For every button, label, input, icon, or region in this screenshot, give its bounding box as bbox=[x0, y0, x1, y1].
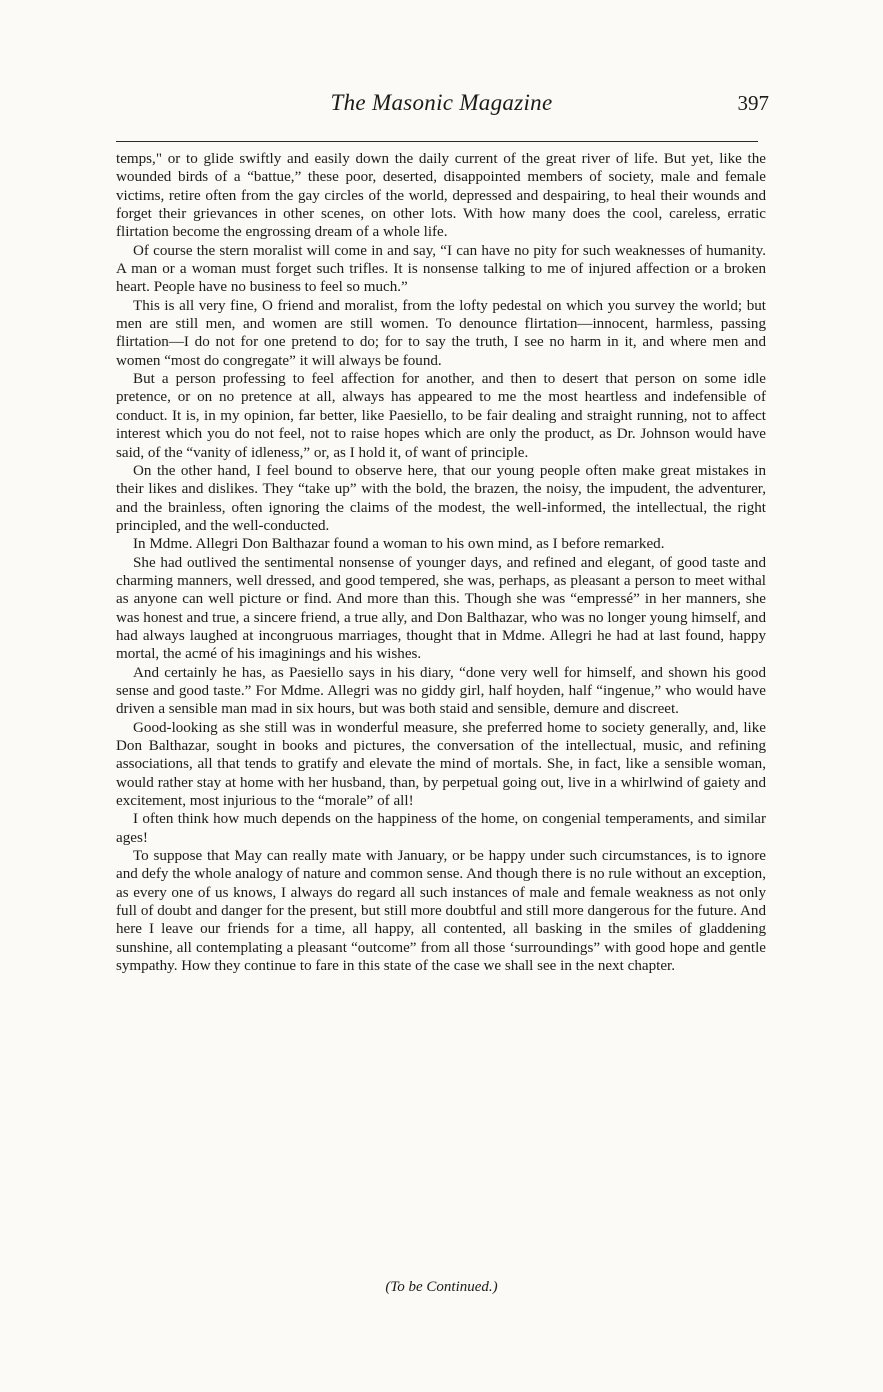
paragraph: Good-looking as she still was in wonderful measure, she preferred home to society generally, and, like Don Balthazar, sought in books and pictures, the conversation of the intellectual, music, and refining associations, all that tends to gratify and elevate the mind of mortals. She, in fact, like a sensible woman, would rather stay at home with her husband, than, by perpetual going out, live in a whirlwind of gaiety and excitement, most injurious to the “morale” of all! bbox=[116, 719, 766, 810]
paragraph: temps," or to glide swiftly and easily down the daily current of the great river of life. But yet, like the wounded birds of a “battue,” these poor, deserted, disappointed members of society, male and female victims, retire often from the gay circles of the world, depressed and despairing, to heal their wounds and forget their grievances in other scenes, on other lots. With how many does the cool, careless, erratic flirtation become the engrossing dream of a whole life. bbox=[116, 151, 766, 241]
page-number: 397 bbox=[737, 91, 769, 115]
paragraph: To suppose that May can really mate with January, or be happy under such circumstances, is to ignore and defy the whole analogy of nature and common sense. And though there is no rule without an exception, as every one of us knows, I always do regard all such instances of male and female weakness as not only full of doubt and danger for the present, but still more doubtful and still more dangerous for the future. And here I leave our friends for a time, all happy, all contented, all basking in the smiles of gladdening sunshine, all contemplating a pleasant “outcome” from all those ‘surroundings” with good hope and gentle sympathy. How they continue to fare in this state of the case we shall see in the next chapter. bbox=[116, 848, 766, 975]
paragraph: On the other hand, I feel bound to observe here, that our young people often make great mistakes in their likes and dislikes. They “take up” with the bold, the brazen, the noisy, the impudent, the adventurer, and the brainless, often ignoring the claims of the modest, the well-informed, the intellectual, the right principled, and the well-conducted. bbox=[116, 462, 766, 534]
paragraph: I often think how much depends on the happiness of the home, on congenial temperaments, and similar ages! bbox=[116, 811, 766, 846]
paragraph: Of course the stern moralist will come in and say, “I can have no pity for such weaknesses of humanity. A man or a woman must forget such trifles. It is nonsense talking to me of injured affection or a broken heart. People have no business to feel so much.” bbox=[116, 242, 766, 296]
paragraph: And certainly he has, as Paesiello says in his diary, “done very well for himself, and shown his good sense and good taste.” For Mdme. Allegri was no giddy girl, half hoyden, half “ingenue,” who would have driven a sensible man mad in six hours, but was both staid and sensible, demure and discreet. bbox=[116, 664, 766, 718]
paragraph: But a person professing to feel affection for another, and then to desert that person on some idle pretence, or on no pretence at all, always has appeared to me the most heartless and indefensible of conduct. It is, in my opinion, far better, like Paesiello, to be fair dealing and straight running, not to affect interest which you do not feel, not to raise hopes which are only the product, as Dr. Johnson would have said, of the “vanity of idleness,” or, as I hold it, of want of principle. bbox=[116, 371, 766, 461]
article-body bbox=[116, 150, 766, 975]
magazine-title: The Masonic Magazine bbox=[330, 90, 553, 115]
paragraph: This is all very fine, O friend and moralist, from the lofty pedestal on which you survey the world; but men are still men, and women are still women. To denounce flirtation—innocent, harmless, passing flirtation—I do not for one pretend to do; for to say the truth, I see no harm in it, and where men and women “most do congregate” it will always be found. bbox=[116, 297, 766, 369]
to-be-continued: (To be Continued.) bbox=[385, 1279, 498, 1295]
header-rule bbox=[116, 141, 758, 142]
paragraph: She had outlived the sentimental nonsense of younger days, and refined and elegant, of good taste and charming manners, well dressed, and good tempered, she was, perhaps, as pleasant a person to meet withal as anyone can well picture or find. And more than this. Though she was “empressé” in her manners, she was honest and true, a sincere friend, a true ally, and Don Balthazar, who was no longer young himself, and had always laughed at incongruous marriages, thought that in Mdme. Allegri he had at last found, happy mortal, the acmé of his imaginings and his wishes. bbox=[116, 554, 766, 663]
paragraph: In Mdme. Allegri Don Balthazar found a woman to his own mind, as I before remarked. bbox=[133, 536, 665, 553]
running-head bbox=[0, 90, 883, 124]
